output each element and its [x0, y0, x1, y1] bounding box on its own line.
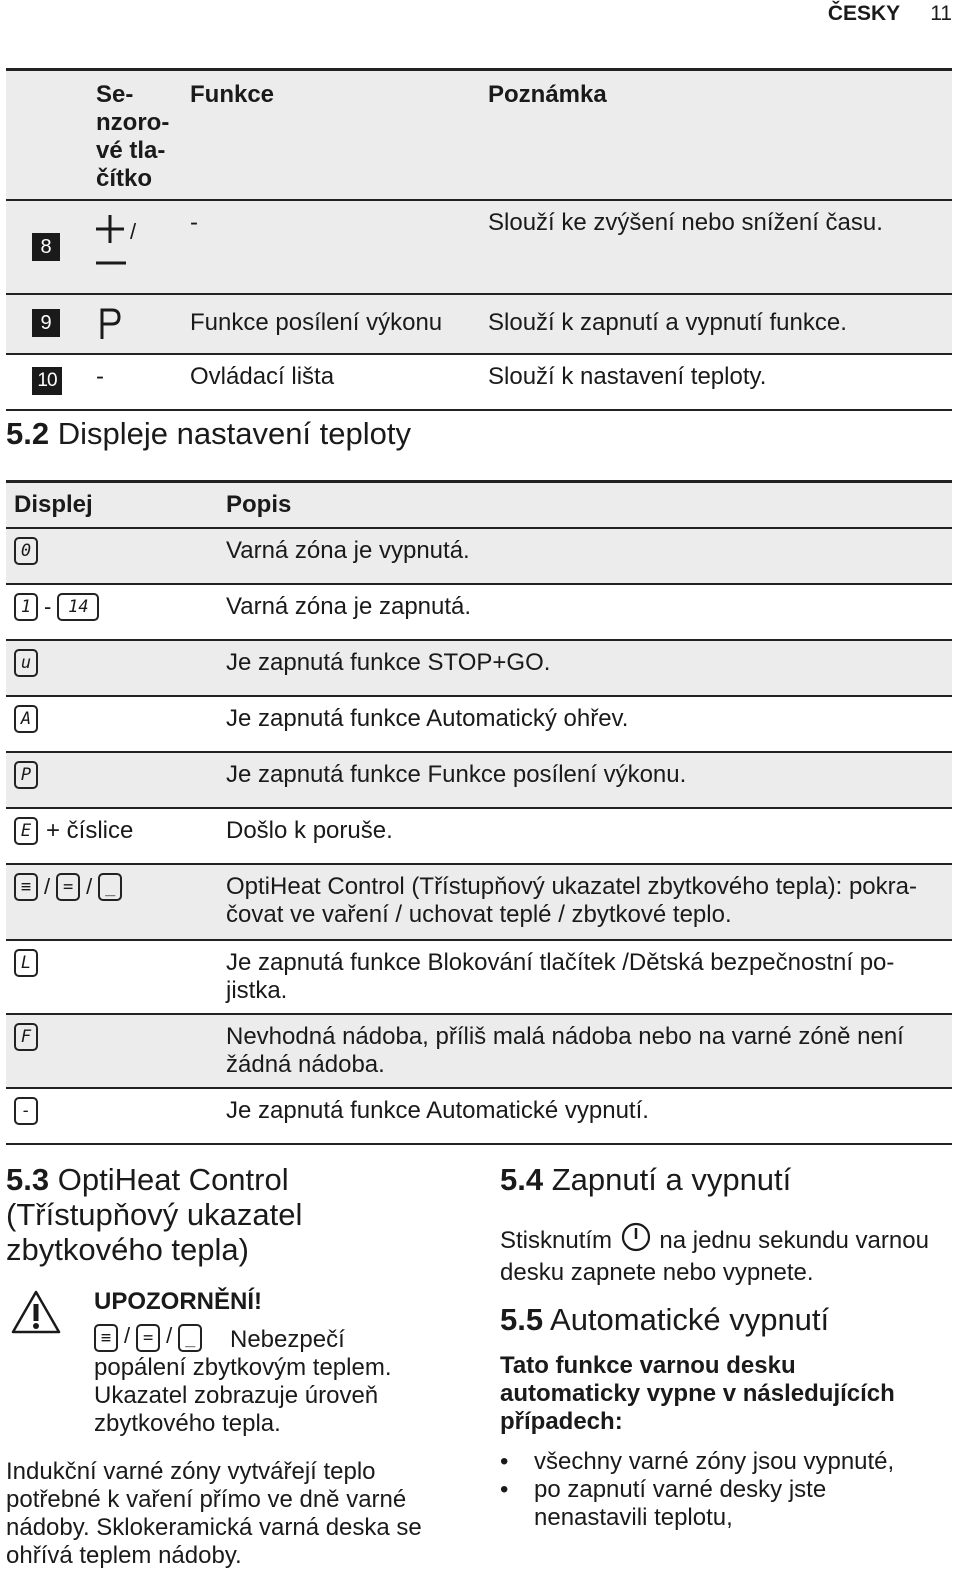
row-description: Došlo k poruše.	[226, 817, 393, 844]
power-boost-icon	[98, 307, 122, 348]
row-function: Funkce posílení výkonu	[190, 309, 443, 336]
row-sensor: -	[96, 363, 104, 390]
text-before-icon: Stisknutím	[500, 1227, 613, 1254]
row-note: Slouží k zapnutí a vypnutí funkce.	[488, 309, 847, 336]
plus-minus-icon	[94, 207, 144, 276]
page-header	[828, 2, 952, 26]
table-row	[6, 1015, 952, 1089]
section-5-3-body: Indukční varné zóny vytvářejí teplo potřebné k vaření přímo ve dně varné nádoby. Sklokeramická varná deska se ohřívá teplem nádoby.	[6, 1458, 422, 1569]
display-symbol: F	[14, 1023, 38, 1051]
section-number: 5.3	[6, 1162, 50, 1197]
row-function: -	[190, 209, 198, 236]
row-note: Slouží k nastavení teploty.	[488, 363, 767, 390]
header-display: Displej	[14, 491, 93, 518]
symbol-suffix: + číslice	[46, 817, 134, 844]
display-symbol: 14	[57, 593, 99, 621]
list-item: • po zapnutí varné desky jste nenastavili teplotu,	[500, 1476, 894, 1532]
power-icon	[621, 1222, 651, 1259]
display-symbol: _	[98, 873, 122, 901]
symbol-joiner: /	[124, 1323, 131, 1348]
row-description: Je zapnutá funkce Blokování tlačítek /Dětská bezpečnostní po- jistka.	[226, 949, 895, 1004]
warning-title: UPOZORNĚNÍ!	[94, 1288, 262, 1315]
table-row	[6, 585, 952, 641]
section-number: 5.5	[500, 1302, 544, 1337]
display-symbol: =	[56, 873, 80, 901]
section-heading-5-4	[500, 1162, 791, 1197]
section-label: ČESKY	[827, 2, 901, 25]
table-row	[6, 295, 952, 355]
display-symbol: P	[14, 761, 38, 789]
section-5-5-lead: Tato funkce varnou desku automaticky vypne v následujících případech:	[500, 1352, 895, 1435]
section-title: Automatické vypnutí	[550, 1302, 830, 1337]
display-symbol: 0	[14, 537, 38, 565]
row-description: Je zapnutá funkce Automatický ohřev.	[226, 705, 629, 732]
section-heading-5-3	[6, 1162, 302, 1267]
table-row	[6, 641, 952, 697]
section-heading-5-2	[6, 416, 411, 451]
row-description: Varná zóna je zapnutá.	[226, 593, 472, 620]
row-description: Je zapnutá funkce STOP+GO.	[226, 649, 551, 676]
table-row	[6, 201, 952, 295]
row-note: Slouží ke zvýšení nebo snížení času.	[488, 209, 883, 236]
row-description: OptiHeat Control (Třístupňový ukazatel zbytkového tepla): pokra- čovat ve vaření / uchovat teplé / zbytkové teplo.	[226, 873, 917, 928]
row-description: Je zapnutá funkce Funkce posílení výkonu.	[226, 761, 687, 788]
table-row	[6, 941, 952, 1015]
display-symbol: E	[14, 817, 38, 845]
header-function: Funkce	[190, 81, 275, 108]
display-symbol: ≡	[14, 873, 38, 901]
display-table	[6, 480, 952, 1145]
row-description: Nevhodná nádoba, příliš malá nádoba nebo na varné zóně není žádná nádoba.	[226, 1023, 904, 1078]
display-symbol: _	[178, 1324, 202, 1352]
row-number-badge: 8	[32, 233, 60, 261]
sensor-table-header	[6, 68, 952, 201]
section-5-4-text	[500, 1222, 950, 1287]
table-row	[6, 529, 952, 585]
section-heading-5-5	[500, 1302, 829, 1337]
section-title: OptiHeat Control (Třístupňový ukazatel zbytkového tepla)	[6, 1162, 303, 1267]
list-item: • všechny varné zóny jsou vypnuté,	[500, 1448, 894, 1476]
auto-off-list	[500, 1448, 894, 1532]
header-description: Popis	[226, 491, 292, 518]
sensor-table	[6, 68, 952, 411]
section-number: 5.4	[500, 1162, 544, 1197]
display-symbol: u	[14, 649, 38, 677]
row-description: Varná zóna je vypnutá.	[226, 537, 470, 564]
symbol-joiner: /	[166, 1323, 173, 1348]
display-symbol: A	[14, 705, 38, 733]
symbol-joiner: /	[44, 874, 51, 899]
section-title: Zapnutí a vypnutí	[551, 1162, 792, 1197]
symbol-joiner: -	[44, 594, 52, 619]
table-row	[6, 355, 952, 411]
row-number-badge: 9	[32, 309, 60, 337]
table-row	[6, 1089, 952, 1145]
display-symbol: -	[14, 1097, 38, 1125]
row-description: Je zapnutá funkce Automatické vypnutí.	[226, 1097, 649, 1124]
row-function: Ovládací lišta	[190, 363, 335, 390]
section-title: Displeje nastavení teploty	[57, 416, 411, 451]
warning-icon	[10, 1288, 62, 1341]
row-number-badge: 10	[32, 367, 62, 395]
header-note: Poznámka	[488, 81, 607, 108]
display-symbol: =	[136, 1324, 160, 1352]
table-row	[6, 865, 952, 941]
table-row	[6, 753, 952, 809]
section-number: 5.2	[6, 416, 50, 451]
display-symbol: ≡	[94, 1324, 118, 1352]
table-row	[6, 697, 952, 753]
svg-text:/: /	[130, 219, 137, 244]
table-row	[6, 809, 952, 865]
display-symbol: 1	[14, 593, 38, 621]
display-table-header	[6, 483, 952, 529]
display-symbol: L	[14, 949, 38, 977]
warning-text: Nebezpečí popálení zbytkovým teplem. Ukazatel zobrazuje úroveň zbytkového tepla.	[94, 1326, 392, 1437]
page-number: 11	[930, 2, 952, 25]
text-after-icon: na jednu sekundu varnou desku zapnete nebo vypnete.	[500, 1227, 929, 1286]
header-sensor: Se- nzoro- vé tla- čítko	[96, 81, 170, 192]
symbol-joiner: /	[86, 874, 93, 899]
